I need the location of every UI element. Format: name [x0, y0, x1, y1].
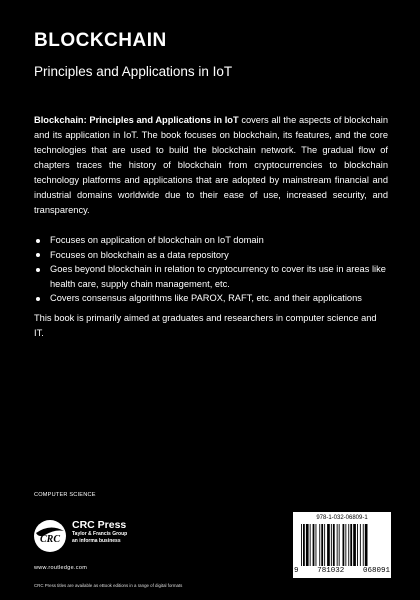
barcode-bar [343, 524, 345, 566]
description-text: covers all the aspects of blockchain and its application in IoT. The book focuses on blockchain, its features, and the core technologies that are used to build the blockchain network. The gradual flow of chapters traces the history of blockchain from cryptocurrencies to blockchain technology platforms and applications that are adopted by mainstream financial and industrial domains worldwide due to their ease of use, increased security, and transparency. [34, 115, 389, 215]
barcode-bar [345, 524, 346, 566]
barcode-group-1: 781032 [317, 567, 345, 575]
barcode-bar [316, 524, 317, 566]
subject-category: COMPUTER SCIENCE [34, 492, 96, 498]
feature-list [34, 233, 388, 306]
barcode-bar [327, 524, 330, 566]
feature-item: Focuses on application of blockchain on IoT domain [34, 233, 388, 248]
publisher-name: CRC Press [72, 519, 127, 531]
feature-item: Covers consensus algorithms like PAROX, RAFT, etc. and their applications [34, 291, 388, 306]
barcode-bar [339, 524, 340, 566]
ebook-note: CRC Press titles are available as eBook editions in a range of digital formats [34, 583, 183, 588]
book-subtitle: Principles and Applications in IoT [34, 64, 233, 79]
barcode-bar [337, 524, 338, 566]
crc-logo-text: CRC [39, 534, 61, 545]
barcode-bar [365, 524, 368, 566]
barcode-bar [301, 524, 302, 566]
publisher-block [72, 519, 127, 545]
audience-text: This book is primarily aimed at graduates and researchers in computer science and IT. [34, 313, 377, 338]
barcode-digits [294, 567, 390, 575]
barcode-bar [321, 524, 323, 566]
barcode-group-2: 068091 [362, 567, 390, 575]
barcode-bar [319, 524, 320, 566]
crc-logo-icon [33, 519, 67, 553]
publisher-group: Taylor & Francis Group [72, 531, 128, 537]
publisher-url: www.routledge.com [34, 565, 88, 571]
barcode-bar [363, 524, 364, 566]
barcode-bar [310, 524, 311, 566]
barcode-bars [301, 524, 383, 568]
barcode-lead-digit: 9 [294, 567, 299, 575]
barcode-bar [303, 524, 305, 566]
isbn-number: 978-1-032-06809-1 [316, 515, 368, 521]
crc-press-logo [33, 519, 67, 553]
barcode-bar [313, 524, 315, 566]
barcode-bar [360, 524, 361, 566]
publisher-tagline: an informa business [72, 538, 121, 544]
barcode-bar [350, 524, 352, 566]
barcode-bar [348, 524, 349, 566]
barcode-bar [333, 524, 335, 566]
barcode-bar [306, 524, 309, 566]
barcode-bar [324, 524, 325, 566]
feature-item: Goes beyond blockchain in relation to cryptocurrency to cover its use in areas like health care, supply chain management, etc. [34, 262, 388, 291]
barcode-bar [357, 524, 358, 566]
barcode-bar [331, 524, 332, 566]
isbn-barcode [293, 512, 391, 578]
description-bold-title: Blockchain: Principles and Applications in IoT [34, 115, 239, 125]
feature-item: Focuses on blockchain as a data repository [34, 248, 388, 263]
book-title: BLOCKCHAIN [34, 30, 167, 51]
book-description [34, 113, 388, 218]
barcode-bar [353, 524, 356, 566]
